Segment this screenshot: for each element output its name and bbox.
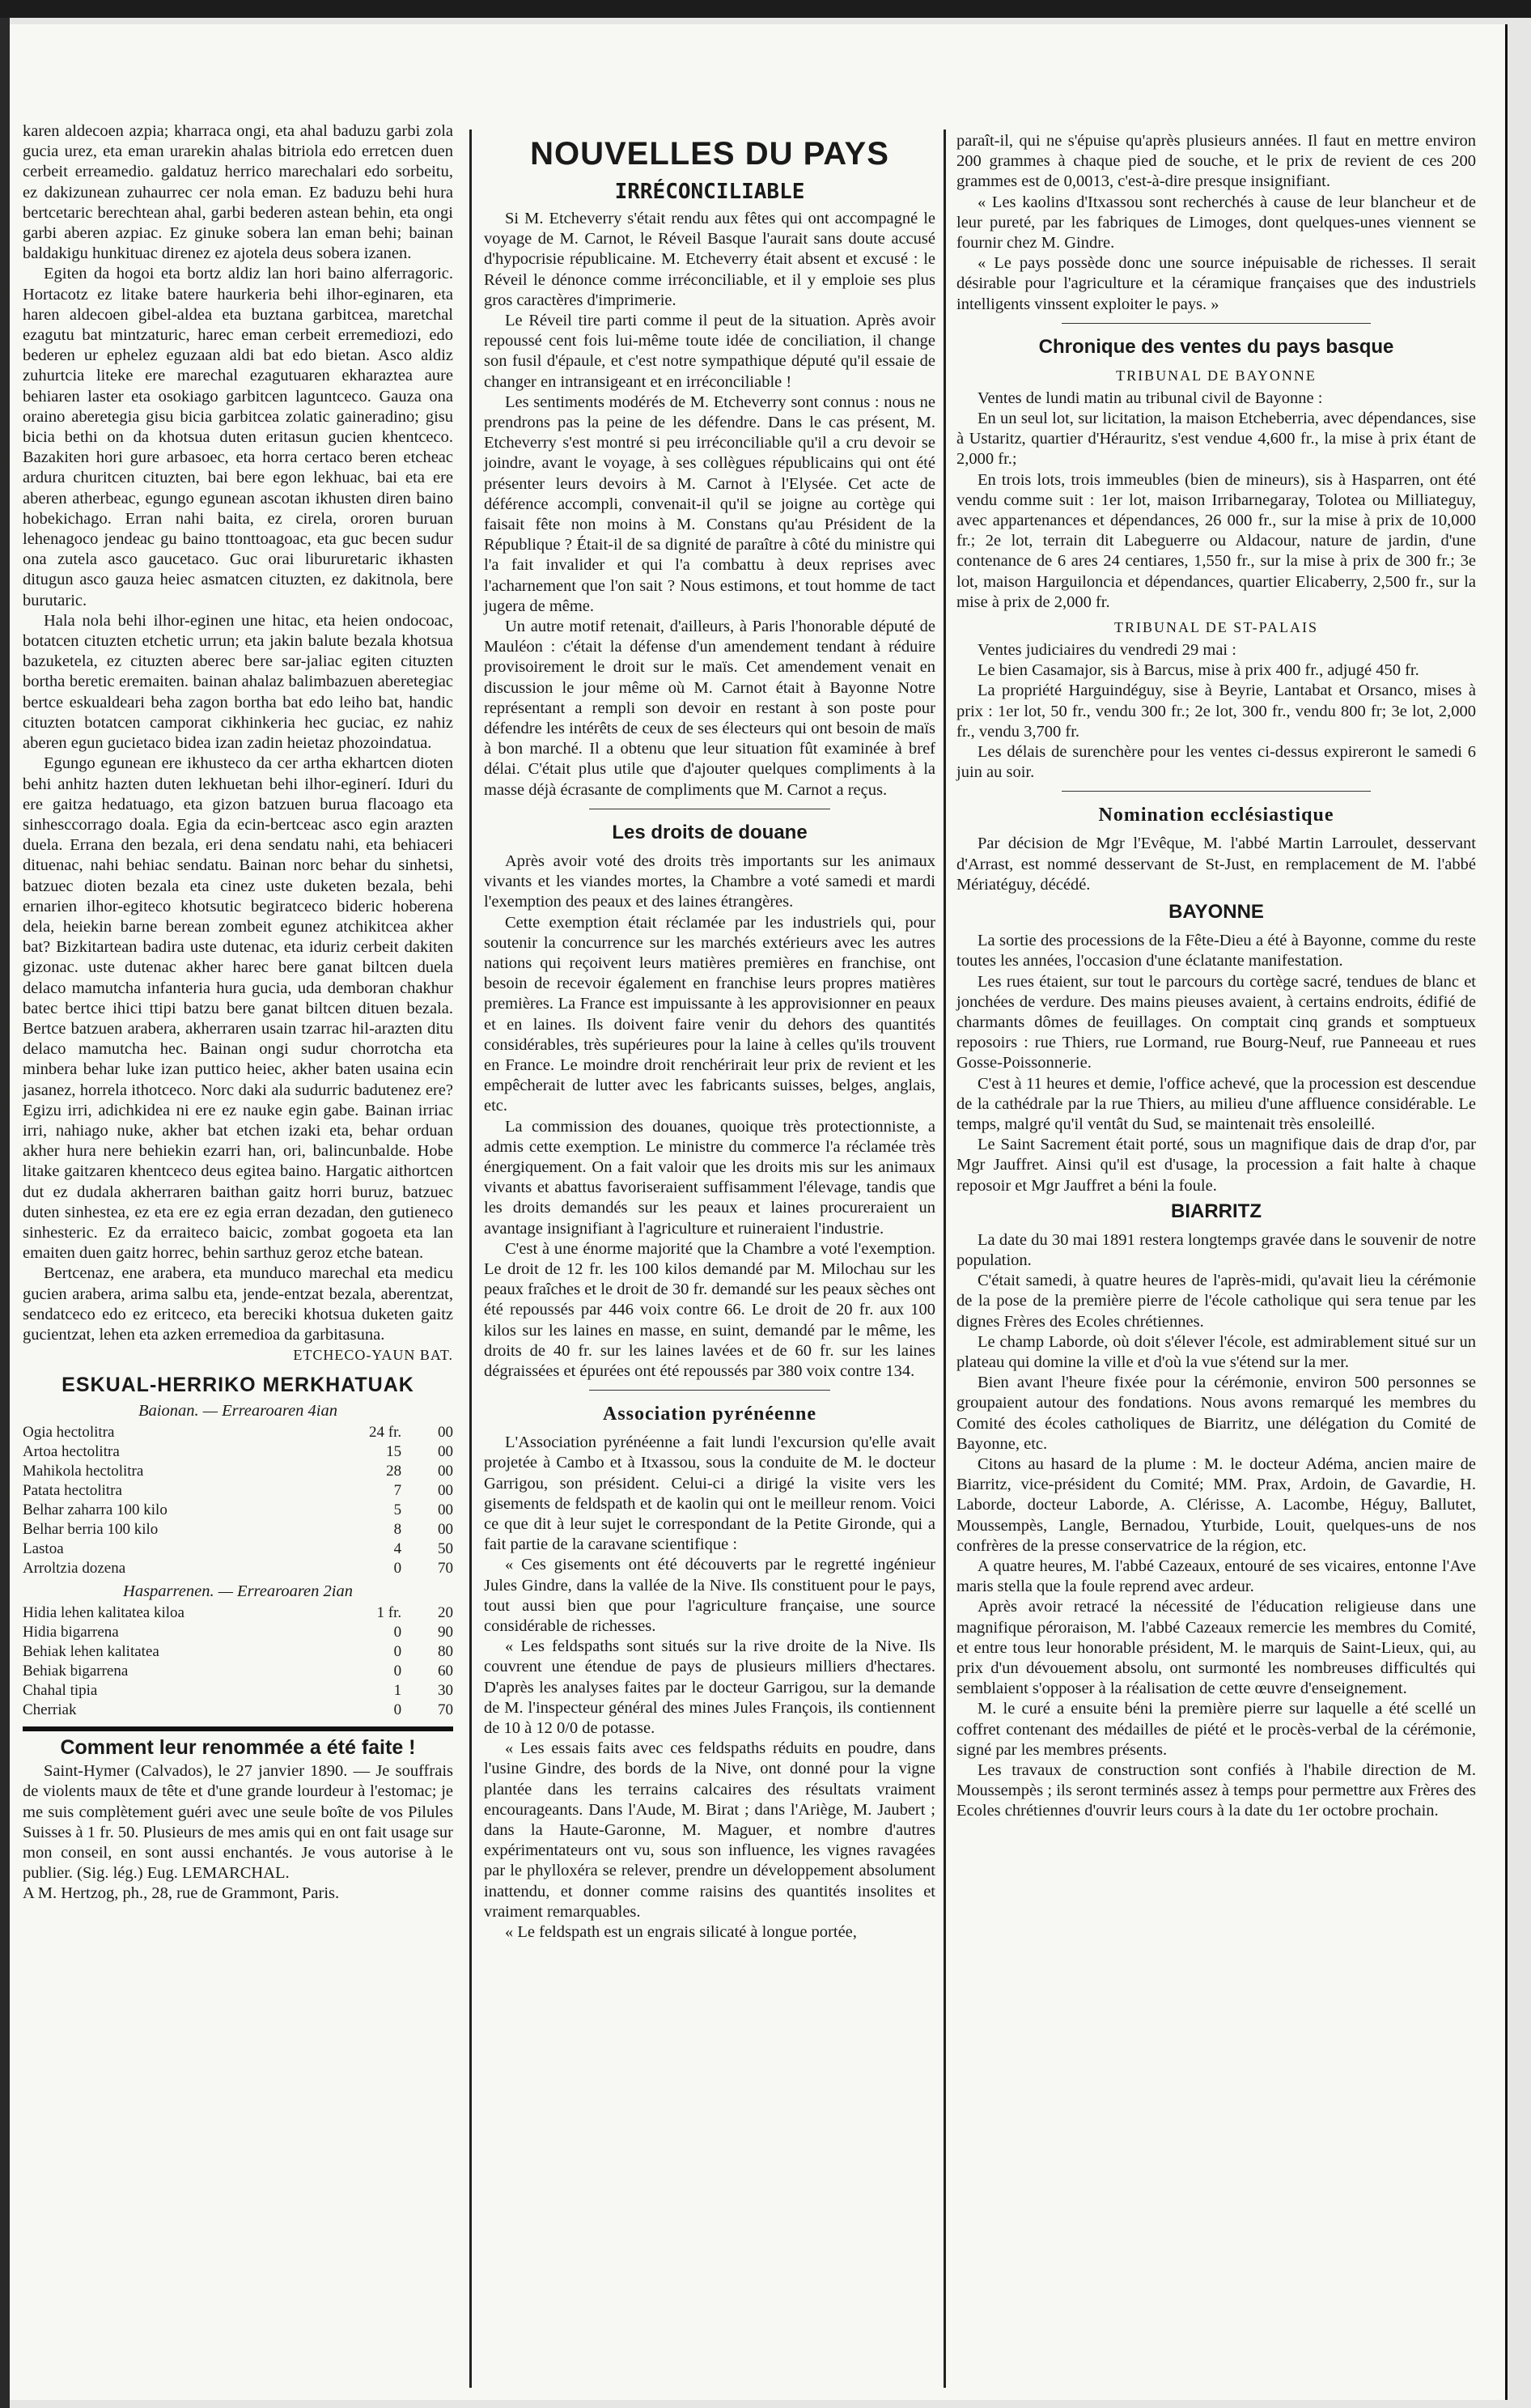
- article-paragraph: Citons au hasard de la plume : M. le docteur Adéma, ancien maire de Biarritz, vice-président du Comité; MM. Prax, Ardoin, de Gavardie, H. Laborde, docteur Laborde, A. Clérisse, A. Lacombe, Héguy, Ballutet, Moussempès, Langle, Bernadou, Yturbide, Louit, quelques-uns de nos confrères de la presse conservatrice de la région, etc.: [956, 1455, 1476, 1555]
- market-row: [23, 1623, 453, 1642]
- market-item-label: Lastoa: [23, 1540, 64, 1557]
- market-price: 00: [438, 1501, 453, 1518]
- market-price: 50: [438, 1540, 453, 1557]
- market-item-label: Behiak lehen kalitatea: [23, 1643, 159, 1660]
- article-paragraph: En un seul lot, sur licitation, la maison Etcheberria, avec dépendances, sise à Ustaritz, quartier d'Hérauritz, s'est vendue 4,600 fr., la mise à prix étant de 2,000 fr.;: [956, 410, 1476, 469]
- subheading: TRIBUNAL DE ST-PALAIS: [1113, 619, 1319, 636]
- market-item-label: Hidia lehen kalitatea kiloa: [23, 1604, 184, 1621]
- column-rule-2: [944, 130, 946, 2388]
- market-price: 0: [393, 1701, 402, 1718]
- advertisement-address: A M. Hertzog, ph., 28, rue de Grammont, Paris.: [23, 1884, 340, 1903]
- market-price: 70: [438, 1701, 453, 1718]
- article-paragraph: Ventes judiciaires du vendredi 29 mai :: [978, 641, 1236, 660]
- article-paragraph: Après avoir voté des droits très importants sur les animaux vivants et les viandes mortes, la Chambre a voté samedi et mardi l'exemption des peaux et des laines étrangères.: [484, 852, 935, 911]
- column-chronique: [956, 131, 1476, 1822]
- market-table-baiona: [23, 1423, 453, 1578]
- column-nouvelles: [484, 130, 935, 1943]
- market-price: 20: [438, 1604, 453, 1621]
- article-heading: Les droits de douane: [612, 821, 808, 843]
- market-price: 60: [438, 1663, 453, 1680]
- advertisement-text: Saint-Hymer (Calvados), le 27 janvier 1890. — Je souffrais de violents maux de tête et d'une grande lourdeur à l'estomac; je me suis complètement guéri avec une seule boîte de vos Pilules Suisses à 1 fr. 50. Plusieurs de mes amis qui en ont fait usage sur mon conseil, en sont aussi enchantés. Je vous autorise à le publier. (Sig. lég.) Eug. LEMARCHAL.: [23, 1762, 453, 1883]
- market-row: [23, 1501, 453, 1520]
- market-price: 30: [438, 1682, 453, 1699]
- market-item-label: Artoa hectolitra: [23, 1442, 120, 1460]
- article-paragraph: L'Association pyrénéenne a fait lundi l'excursion qu'elle avait projetée à Cambo et à Itxassou, sous la conduite de M. le docteur Garrigou, son président. Celui-ci a dirigé la visite vers les gisements de feldspath et de kaolin qui ont le meilleur renom. Voici ce que dit à leur sujet le correspondant de la Petite Gironde, qui a fait partie de la caravane scientifique :: [484, 1433, 935, 1554]
- article-paragraph: « Les feldspaths sont situés sur la rive droite de la Nive. Ils couvrent une étendue de pays de plusieurs milliers d'hectares. D'après les analyses faites par le docteur Garrigou, sur la demande de M. l'inspecteur général des mines Jules François, ils contiennent de 10 à 12 0/0 de potasse.: [484, 1637, 935, 1738]
- market-row: [23, 1540, 453, 1559]
- article-paragraph: C'est à 11 heures et demie, l'office achevé, que la procession est descendue de la cathédrale par la rue Thiers, au milieu d'une affluence considérable. Le temps, malgré qu'il ventât du Sud, se maintenait très ensoleillé.: [956, 1074, 1476, 1133]
- market-section-heading: Hasparrenen. — Errearoaren 2ian: [123, 1582, 353, 1600]
- article-paragraph: Les délais de surenchère pour les ventes ci-dessus expireront le samedi 6 juin au soir.: [956, 743, 1476, 782]
- market-price: 00: [438, 1481, 453, 1499]
- article-paragraph: En trois lots, trois immeubles (bien de mineurs), sis à Hasparren, ont été vendu comme suit : 1er lot, maison Irribarnegaray, Tolotea ou Milliateguy, avec appartenances et dépendances, 26 000 fr., sur la mise à prix de 10,000 fr.; 2e lot, terrain dit Labeguerre ou Aldacour, nature de jardin, d'une contenance de 6 ares 24 centiares, 1,550 fr., sur la mise à prix de 300 fr.; 3e lot, maison Harguiloncia et dépendances, quartier Elicaberry, 2,500 fr., sur la mise à prix de 2,000 fr.: [956, 470, 1476, 611]
- market-price: 5: [393, 1501, 402, 1518]
- article-paragraph: Egiten da hogoi eta bortz aldiz lan hori baino alferragoric. Hortacotz ez litake batere haurkeria behi ilhor-eginaren, eta haren aldecoen gibel-aldea eta buztana garbitcea, maretchal ezagutu bat mintzaturic, harec eman cerbeit erremediozi, edo bederen ur ephelez eguzaan aldi bat edo bietan. Asco aldiz zuhurtcia liteke ere marechal ezagutuaren ekharaztea aure behiaren laster eta osokiago garbitcen laguntceco. Gauza ona oraino aberetegia gisu bicia garbitcea zolatic gaineradino; gisu bicia bethi on da khotsua duten eritasun gucien khentceco. Bazakiten hori gure arbasoec, eta horra certaco beren etcheac ardura churitcen cituzten, bai bere egon lekhuac, bai eta ere aberen atherbeac, egungo egunean ascotan ikhusten diren baino hobekichago. Erran nahi baita, ez cirela, ororen buruan lehenagoco jendeac gu baino ttonttoagoac, eta guc becen sudur ona zutela asco gaucetaco. Guc orai libururetaric ikhasten ditugun asco gauza heiec asmatcen cituzten, ez dakitnola, bere burutaric.: [23, 265, 453, 609]
- market-price: 90: [438, 1624, 453, 1641]
- market-price: 8: [393, 1520, 402, 1538]
- article-paragraph: Par décision de Mgr l'Evêque, M. l'abbé Martin Larroulet, desservant d'Arrast, est nommé desservant de St-Just, en remplacement de M. l'abbé Mériatéguy, décédé.: [956, 835, 1476, 894]
- article-paragraph: Hala nola behi ilhor-eginen une hitac, eta heien ondocoac, botatcen cituzten etchetic urrun; eta jakin balute bezala khotsua bazuketela, ez cituzten aberec bere sar-jaliac egiten cituzten bortha beretic eremaiten. bainan ahalaz balimbazuen aberetegiac bertce eskualdeari beha zagon bortha bat edo leiho bat, handic cituzten botatcen camporat cikhinkeria hec guciac, ez nahiz aberen egun gucietaco bidea izan zadin heietaz phozoindatua.: [23, 611, 453, 753]
- market-section-heading: Baionan. — Errearoaren 4ian: [138, 1401, 337, 1420]
- market-price: 00: [438, 1462, 453, 1480]
- market-table-hasparren: [23, 1603, 453, 1720]
- article-paragraph: Bien avant l'heure fixée pour la cérémonie, environ 500 personnes se groupaient autour des fondations. Nous avons remarqué les membres du Comité des écoles catholiques de Biarritz, une délégation du Comité de Bayonne, etc.: [956, 1374, 1476, 1453]
- market-item-label: Cherriak: [23, 1701, 77, 1718]
- article-paragraph: Un autre motif retenait, d'ailleurs, à Paris l'honorable député de Mauléon : c'était la défense d'un amendement tendant à réduire provisoirement le droit sur le maïs. Cet amendement venait en discussion le jour même où M. Carnot était à Bayonne Notre représentant a rempli son devoir en restant à son poste pour défendre les intérêts de ceux de ses électeurs qui ont besoin de maïs à bon marché. Il a obtenu que leur situation fût examinée à bref délai. C'était plus utile que d'ajouter quelques compliments à la masse déjà écrasante de compliments que M. Carnot a reçus.: [484, 618, 935, 799]
- market-row: [23, 1423, 453, 1442]
- market-row: [23, 1701, 453, 1720]
- article-paragraph: C'était samedi, à quatre heures de l'après-midi, qu'avait lieu la cérémonie de la pose de la première pierre de l'école catholique qui sera tenue par les dignes Frères des Ecoles chrétiennes.: [956, 1272, 1476, 1331]
- market-price: 0: [393, 1643, 402, 1660]
- article-paragraph: Les travaux de construction sont confiés à l'habile direction de M. Moussempès ; ils seront terminés assez à temps pour permettre aux Frères des Ecoles chrétiennes d'ouvrir leurs cours à la date du 1er octobre prochain.: [956, 1761, 1476, 1820]
- article-paragraph: « Ces gisements ont été découverts par le regretté ingénieur Jules Gindre, dans la vallée de la Nive. Ils constituent pour le pays, tout aussi bien que pour l'agriculture française, une source considérable de richesses.: [484, 1556, 935, 1635]
- market-row: [23, 1481, 453, 1501]
- advertisement-title: Comment leur renommée a été faite !: [60, 1736, 416, 1759]
- article-signature: ETCHECO-YAUN BAT.: [293, 1347, 453, 1364]
- article-paragraph: Le champ Laborde, où doit s'élever l'école, est admirablement situé sur un plateau qui domine la ville et d'où la vue s'étend sur la mer.: [956, 1332, 1476, 1371]
- market-price: 4: [393, 1540, 402, 1557]
- article-paragraph: karen aldecoen azpia; kharraca ongi, eta ahal baduzu garbi zola gucia urez, eta eman urarekin ahalas bitriola edo erretcen duen cerbeit erreamedio. galdatuz herrico marechalari edo sorbeitu, ez dakizunean zuhaurrec cer nola eman. Ez baduzu behi hura bertcetaric berechtean ahal, garbi bederen astean behin, eta ongi garbi aberen azpiac. Ez ginuke sobera lan eman behi; bainan baldakigu hunkituac direnez ez ajotela deus sobera izanen.: [23, 122, 453, 263]
- market-item-label: Belhar berria 100 kilo: [23, 1520, 159, 1538]
- article-paragraph: « Les kaolins d'Itxassou sont recherchés à cause de leur blancheur et de leur pureté, par les fabriques de Limoges, dont quelques-unes viennent se fournir chez M. Gindre.: [956, 193, 1476, 253]
- article-paragraph: Le bien Casamajor, sis à Barcus, mise à prix 400 fr., adjugé 450 fr.: [978, 661, 1419, 680]
- market-price: 80: [438, 1643, 453, 1660]
- market-price: 1: [393, 1682, 402, 1699]
- article-paragraph: La commission des douanes, quoique très protectionniste, a admis cette exemption. Le ministre du commerce l'a réclamée très énergiquement. On a fait valoir que les droits mis sur les animaux vivants et abattus favoriseraient suffisamment l'élevage, tandis que les droits demandés sur les peaux et laines procureraient un avantage insignifiant à l'agriculture et ruineraient l'industrie.: [484, 1117, 935, 1238]
- article-paragraph: Egungo egunean ere ikhusteco da cer artha ekhartcen dioten behi anhitz hazten duten lekhuetan behi ilhor-eginerí. Iduri du ere gaitza hedatuago, eta gizon batzuen burua flacoago eta sinhesccorrago doala. Egia da ecin-bertceac asco egin arazten duela. Errana den bezala, eri dena sendatu nahi, eta behiaceri dituenac, nahi behiac sendatu. Bainan norc behar du sinhetsi, batzuec dioten bezala eta cinez uste duketen bezala, behi ernarien ilhor-egiteco khotsutic begiratceco bideric hoberena dela, heiekin barne berean zombeit egunez atchikitcea akher bat? Bizkitartean badira uste dutenac, eta iduriz cerbeit dakiten gizonac. uste dutenac akher harec bere ganat biltcen duela delaco mamutcha infanteria hura gucia, uda demboran chakhur batec bertce ihici ttipi batzu bere ganat biltcen dituen bezala. Bertce batzuen arabera, akherraren usain tzarrac hil-arazten ditu delaco mamutcha hec. Bainan ongi sudur chorrotcha eta minbera behar luke izan puttico heiec, akher baten usaina ecin jasanez, horrela ithotceco. Norc daki ala sudurric badutenez ere? Egizu irri, adichkidea ni ere ez nauke egin gabe. Bainan irriac irri, nahiago nuke, akher bat etchen izaki eta, behar orduan akher hura nere behiekin ezarri han, ori, balincunbalde. Hobe litake gaitzaren khentceco deus egitea baino. Hargatic aithortcen dut ez dudala akherraren baithan gaitz horri buruz, batzuec duten sinhestea, ez eta ere ez egia erran dezadan, den gutieneco sinhesteric. Ez da erraiteco baicic, zombat gogoeta eta lan emaiten duen gaitz horrec, behin sarthuz geroz etche batean.: [23, 754, 453, 1263]
- article-paragraph: Le Réveil tire parti comme il peut de la situation. Après avoir repoussé cent fois lui-même toute idée de conciliation, il change son fusil d'épaule, et c'est notre sympathique député qu'il essaie de changer en intransigeant et en irréconciliable !: [484, 312, 935, 391]
- article-heading: Chronique des ventes du pays basque: [1038, 335, 1394, 358]
- market-row: [23, 1681, 453, 1701]
- article-paragraph: Si M. Etcheverry s'était rendu aux fêtes qui ont accompagné le voyage de M. Carnot, le Réveil Basque l'aurait sans doute accusé d'hypocrisie républicaine. M. Etcheverry était absent et excusé : le Réveil le dénonce comme irréconciliable, et il y emploie ses plus gros caractères d'imprimerie.: [484, 210, 935, 309]
- page-title: NOUVELLES DU PAYS: [530, 136, 889, 172]
- article-paragraph: Les sentiments modérés de M. Etcheverry sont connus : nous ne prendrons pas la peine de les défendre. Dans le cas présent, M. Etcheverry s'est montré si peu irréconciliable qu'il a cru devoir se joindre, avant le voyage, à ses collègues républicains qui ont été présenter leurs devoirs à M. Carnot à l'Elysée. Cet acte de déférence accompli, convenait-il qu'il se joigne au cortège qui faisait fête non moins à M. Constans qu'au Président de la République ? Était-il de sa dignité de paraître à côté du ministre qui l'a fait invalider et qui l'a combattu à deux reprises avec l'acharnement que l'on sait ? Nous estimons, et tout homme de tact jugera de même.: [484, 393, 935, 615]
- section-divider: [23, 1726, 453, 1731]
- market-title: ESKUAL-HERRIKO MERKHATUAK: [61, 1374, 414, 1397]
- divider: [1062, 323, 1371, 324]
- market-price: 28: [386, 1462, 402, 1480]
- market-item-label: Chahal tipia: [23, 1682, 98, 1699]
- subheading: TRIBUNAL DE BAYONNE: [1116, 367, 1317, 384]
- article-paragraph: Les rues étaient, sur tout le parcours du cortège sacré, tendues de blanc et jonchées de verdure. Des mains pieuses avaient, à certains endroits, édifié de charmants dômes de feuillages. On comptait cinq grands et somptueux reposoirs : rue Thiers, rue Lormand, rue Bourg-Neuf, rue Panneeau et rues Gosse-Poissonnerie.: [956, 972, 1476, 1072]
- market-row: [23, 1662, 453, 1681]
- article-paragraph: La date du 30 mai 1891 restera longtemps gravée dans le souvenir de notre population.: [956, 1230, 1476, 1269]
- market-price: 7: [393, 1481, 402, 1499]
- market-row: [23, 1603, 453, 1623]
- article-paragraph: La propriété Harguindéguy, sise à Beyrie, Lantabat et Orsanco, mises à prix : 1er lot, 50 fr., vendu 300 fr.; 2e lot, 300 fr., vendu 800 fr; 3e lot, 2,000 fr., vendu 3,700 fr.: [956, 682, 1476, 741]
- market-row: [23, 1559, 453, 1578]
- column-rule-1: [469, 130, 472, 2388]
- market-price: 0: [393, 1624, 402, 1641]
- market-price: 24 fr.: [369, 1423, 402, 1441]
- divider: [589, 1390, 830, 1391]
- article-paragraph: Ventes de lundi matin au tribunal civil de Bayonne :: [978, 389, 1323, 407]
- article-paragraph: Bertcenaz, ene arabera, eta munduco marechal eta medicu gucien arabera, arima salbu eta, jende-entzat bezala, aberentzat, sendatceco edo ez eritceco, eta bereciki khotsua duketen gaitz gucientzat, lehen eta azken erremedioa da garbitasuna.: [23, 1264, 453, 1344]
- article-paragraph: Le Saint Sacrement était porté, sous un magnifique dais de drap d'or, par Mgr Jauffret. Ainsi qu'il est d'usage, la procession a fait halte à chaque reposoir et Mgr Jauffret a béni la foule.: [956, 1136, 1476, 1195]
- article-paragraph: M. le curé a ensuite béni la première pierre sur laquelle a été scellé un coffret contenant des médailles de piété et le procès-verbal de la cérémonie, signé par les membres présents.: [956, 1700, 1476, 1759]
- market-row: [23, 1442, 453, 1462]
- article-paragraph: paraît-il, qui ne s'épuise qu'après plusieurs années. Il faut en mettre environ 200 grammes à chaque pied de souche, et le prix de revient de ces 200 grammes est de 0,0013, c'est-à-dire presque insignifiant.: [956, 132, 1476, 191]
- column-basque: [23, 121, 453, 1905]
- market-row: [23, 1462, 453, 1481]
- article-paragraph: Après avoir retracé la nécessité de l'éducation religieuse dans une magnifique péroraison, M. l'abbé Cazeaux remercie les membres du Comité, et entre tous leur honorable président, M. le marquis de Saint-Lieux, qui, au prix d'un dévouement absolu, ont surmonté les nombreuses difficultés qui semblaient s'opposer à la réalisation de cette œuvre d'enseignement.: [956, 1598, 1476, 1698]
- article-paragraph: « Le feldspath est un engrais silicaté à longue portée,: [505, 1923, 857, 1942]
- article-paragraph: Cette exemption était réclamée par les industriels qui, pour soutenir la concurrence sur les marchés extérieurs avec les autres nations qui reçoivent leurs matières premières en franchise, ont besoin de recevoir également en franchise leurs propres matières premières. La France est impuissante à les approvisionner en peaux et en laines. Ils doivent faire venir du dehors des quantités considérables, très supérieures pour la laine à celles qu'ils trouvent en France. Le moindre droit renchérirait leur prix de revient et les empêcherait de lutter avec les fabricants suisses, belges, anglais, etc.: [484, 913, 935, 1115]
- article-paragraph: C'est à une énorme majorité que la Chambre a voté l'exemption. Le droit de 12 fr. les 100 kilos demandé par M. Milochau sur les peaux fraîches et le droit de 30 fr. demandé sur les peaux sèches ont été repoussés par 446 voix contre 66. Le droit de 20 fr. aux 100 kilos sur les laines en masse, en suint, demandé par le même, les droits de 40 fr. sur les laines lavées et de 60 fr. sur les laines dégraissées et épurées ont été repoussés par 380 voix contre 134.: [484, 1239, 935, 1380]
- market-item-label: Behiak bigarrena: [23, 1663, 129, 1680]
- market-row: [23, 1520, 453, 1540]
- scan-left-edge: [0, 18, 10, 2408]
- market-price: 0: [393, 1663, 402, 1680]
- market-price: 00: [438, 1423, 453, 1441]
- article-paragraph: « Les essais faits avec ces feldspaths réduits en poudre, dans l'usine Gindre, des bords de la Nive, ont donné pour la vigne plantée dans les terrains calcaires des résultats vraiment encourageants. Dans l'Aude, M. Birat ; dans l'Ariège, M. Jaubert ; dans la Haute-Garonne, M. Maguer, et nombre d'autres expérimentateurs ont vu, sous son influence, les vignes ravagées par le phylloxéra se relever, prendre un développement absolument inattendu, et donner comme raisins des quantités insolites et vraiment remarquables.: [484, 1739, 935, 1921]
- market-price: 0: [393, 1559, 402, 1577]
- market-item-label: Patata hectolitra: [23, 1481, 122, 1499]
- market-price: 00: [438, 1520, 453, 1538]
- market-row: [23, 1642, 453, 1662]
- market-price: 00: [438, 1442, 453, 1460]
- article-paragraph: La sortie des processions de la Fête-Dieu a été à Bayonne, comme du reste toutes les années, l'occasion d'une éclatante manifestation.: [956, 932, 1476, 970]
- market-price: 1 fr.: [376, 1604, 402, 1621]
- article-heading: IRRÉCONCILIABLE: [614, 180, 805, 204]
- market-item-label: Belhar zaharra 100 kilo: [23, 1501, 168, 1518]
- market-item-label: Arroltzia dozena: [23, 1559, 126, 1577]
- article-paragraph: A quatre heures, M. l'abbé Cazeaux, entouré de ses vicaires, entonne l'Ave maris stella que la foule reprend avec ardeur.: [956, 1556, 1476, 1596]
- market-price: 70: [438, 1559, 453, 1577]
- article-heading: Nomination ecclésiastique: [1098, 805, 1334, 826]
- article-heading: BIARRITZ: [1171, 1200, 1262, 1222]
- scan-top-border: [0, 0, 1531, 18]
- article-heading: Association pyrénéenne: [603, 1404, 816, 1425]
- market-item-label: Mahikola hectolitra: [23, 1462, 144, 1480]
- market-item-label: Ogia hectolitra: [23, 1423, 115, 1441]
- divider: [1062, 791, 1371, 792]
- market-price: 15: [386, 1442, 402, 1460]
- market-item-label: Hidia bigarrena: [23, 1624, 119, 1641]
- article-heading: BAYONNE: [1168, 901, 1264, 924]
- article-paragraph: « Le pays possède donc une source inépuisable de richesses. Il serait désirable pour l'agriculture et la céramique françaises que des industriels intelligents vinssent exploiter le pays. »: [956, 254, 1476, 313]
